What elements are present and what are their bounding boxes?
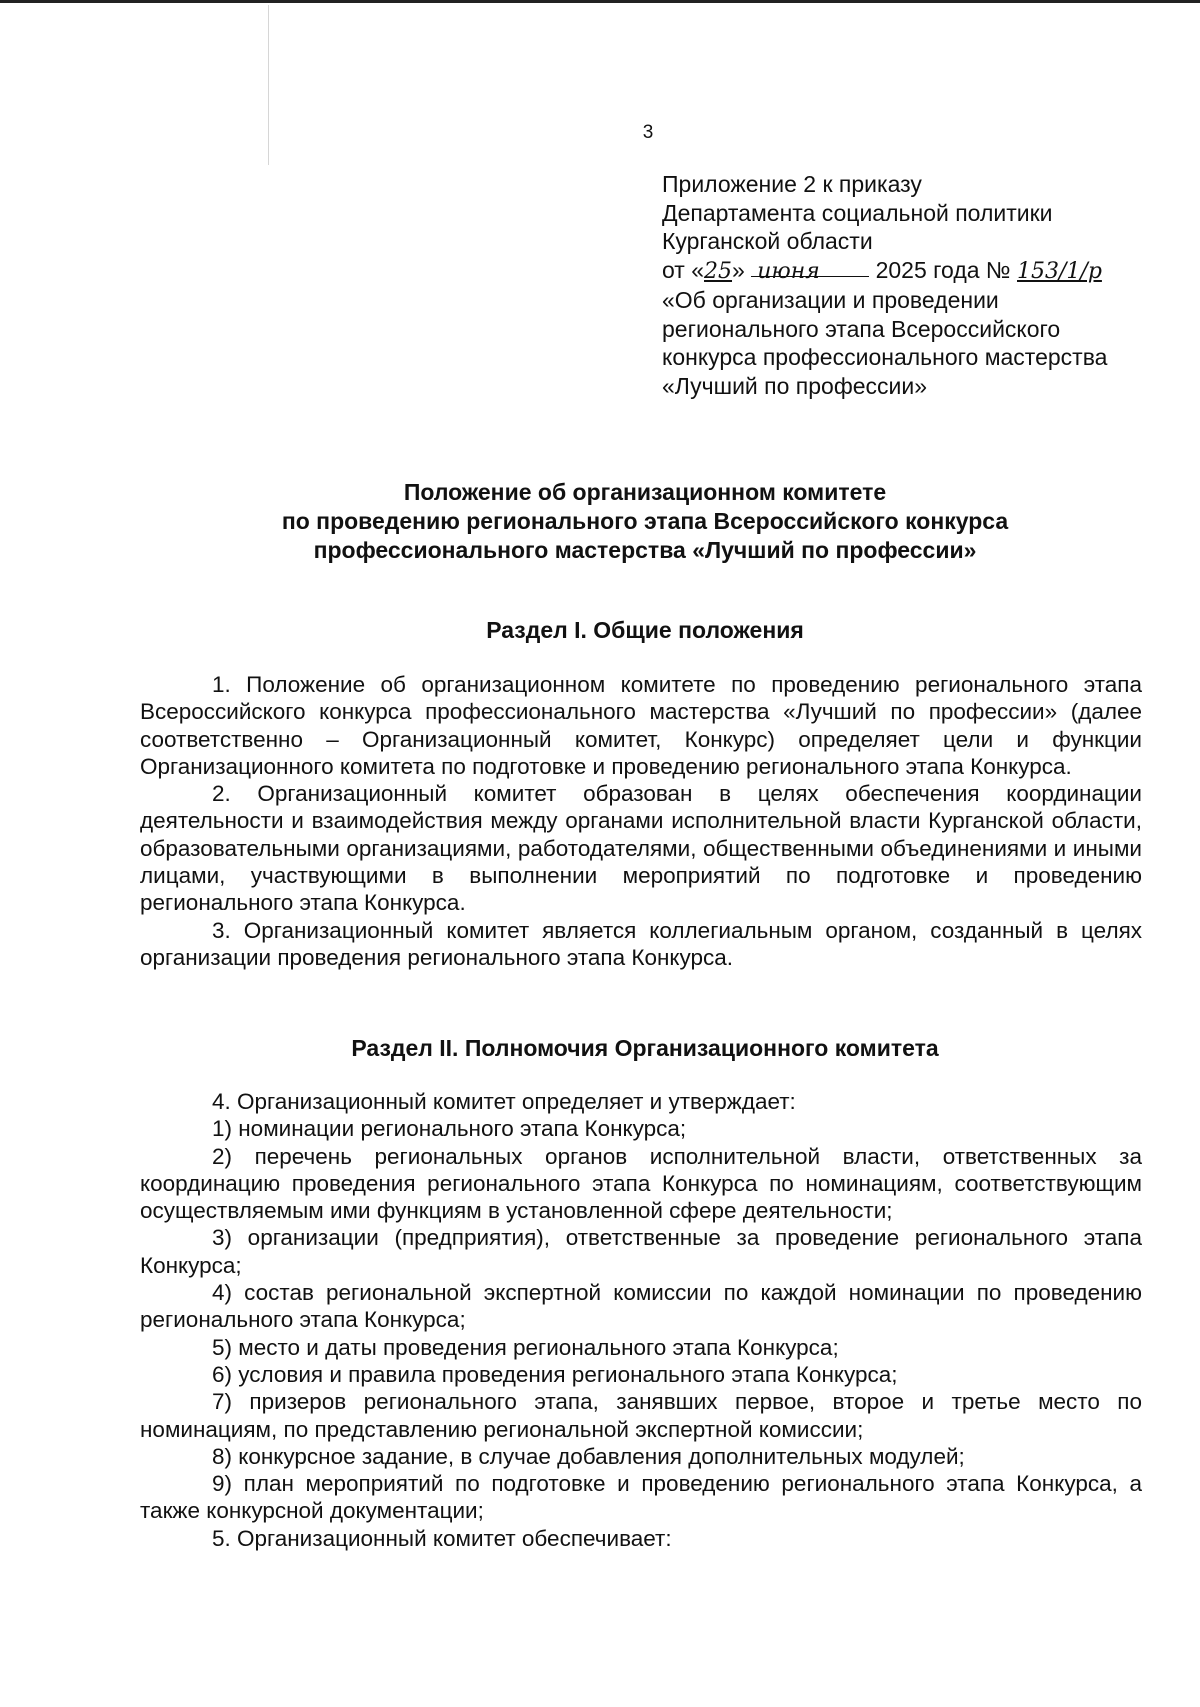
year-text: 2025 года №	[869, 256, 1017, 283]
scan-edge-line	[0, 0, 1200, 3]
appendix-line-6: регионального этапа Всероссийского	[662, 315, 1061, 342]
paragraph-4: 4. Организационный комитет определяет и утверждает:	[212, 1089, 796, 1114]
section-1-heading: Раздел I. Общие положения	[486, 617, 804, 643]
handwritten-order-number: 153/1/р	[1017, 258, 1102, 284]
document-title	[140, 478, 1150, 565]
list-item-5: 5) место и даты проведения регионального этапа Конкурса;	[212, 1334, 839, 1360]
title-line-2: по проведению регионального этапа Всероссийского конкурса	[281, 508, 1009, 534]
appendix-line-7: конкурса профессионального мастерства	[662, 344, 1108, 370]
appendix-line-8: «Лучший по профессии»	[662, 372, 928, 399]
paragraph-3: 3. Организационный комитет является коллегиальным органом, созданный в целях организации проведения регионального этапа Конкурса.	[140, 917, 1142, 970]
list-item-7: 7) призеров регионального этапа, занявших первое, второе и третье место по номинациям, по представлению региональной экспертной комиссии;	[140, 1389, 1142, 1442]
list-item-9: 9) план мероприятий по подготовке и проведению регионального этапа Конкурса, а также конкурсной документации;	[140, 1471, 1142, 1524]
list-item-2: 2) перечень региональных органов исполнительной власти, ответственных за координацию проведения регионального этапа Конкурса по номинациям, соответствующим осуществляемым ими функциям в установленной сфере деятельности;	[140, 1143, 1142, 1224]
date-separator: »	[732, 256, 752, 283]
section-2-heading: Раздел II. Полномочия Организационного комитета	[351, 1035, 939, 1061]
list-item-4: 4) состав региональной экспертной комиссии по каждой номинации по проведению регионального этапа Конкурса;	[140, 1280, 1142, 1333]
title-line-1: Положение об организационном комитете	[403, 479, 887, 505]
appendix-line-1: Приложение 2 к приказу	[662, 171, 922, 197]
date-prefix: от «	[662, 256, 705, 283]
paragraph-5: 5. Организационный комитет обеспечивает:	[212, 1525, 672, 1551]
title-line-3: профессионального мастерства «Лучший по профессии»	[313, 537, 977, 563]
handwritten-month-field	[751, 256, 869, 284]
paragraph-1: 1. Положение об организационном комитете по проведению регионального этапа Всероссийского конкурса профессионального мастерства «Лучший по профессии» (далее соответственно – Организационный комитет, Конкурс) определяет цели и функции Организационного комитета по подготовке и проведению регионального этапа Конкурса.	[140, 672, 1142, 779]
list-item-1: 1) номинации регионального этапа Конкурса;	[212, 1116, 687, 1142]
appendix-line-5: «Об организации и проведении	[662, 287, 999, 313]
list-item-3: 3) организации (предприятия), ответственные за проведение регионального этапа Конкурса;	[140, 1225, 1142, 1278]
handwritten-month: июня	[757, 258, 820, 284]
list-item-8: 8) конкурсное задание, в случае добавления дополнительных модулей;	[212, 1443, 965, 1469]
section-1-body	[140, 671, 1142, 971]
page-number: 3	[642, 122, 654, 143]
section-2-body	[140, 1088, 1142, 1552]
appendix-header	[662, 170, 1132, 400]
appendix-date-line	[662, 256, 1132, 287]
appendix-line-3: Курганской области	[662, 228, 873, 254]
list-item-6: 6) условия и правила проведения регионального этапа Конкурса;	[212, 1361, 898, 1387]
handwritten-day: 25	[704, 258, 733, 284]
appendix-line-2: Департамента социальной политики	[662, 199, 1053, 226]
paragraph-2: 2. Организационный комитет образован в целях обеспечения координации деятельности и взаимодействия между органами исполнительной власти Курганской области, образовательными организациями, работодателями, общественными объединениями и иными лицами, участвующими в выполнении мероприятий по подготовке и проведению регионального этапа Конкурса.	[140, 781, 1142, 916]
